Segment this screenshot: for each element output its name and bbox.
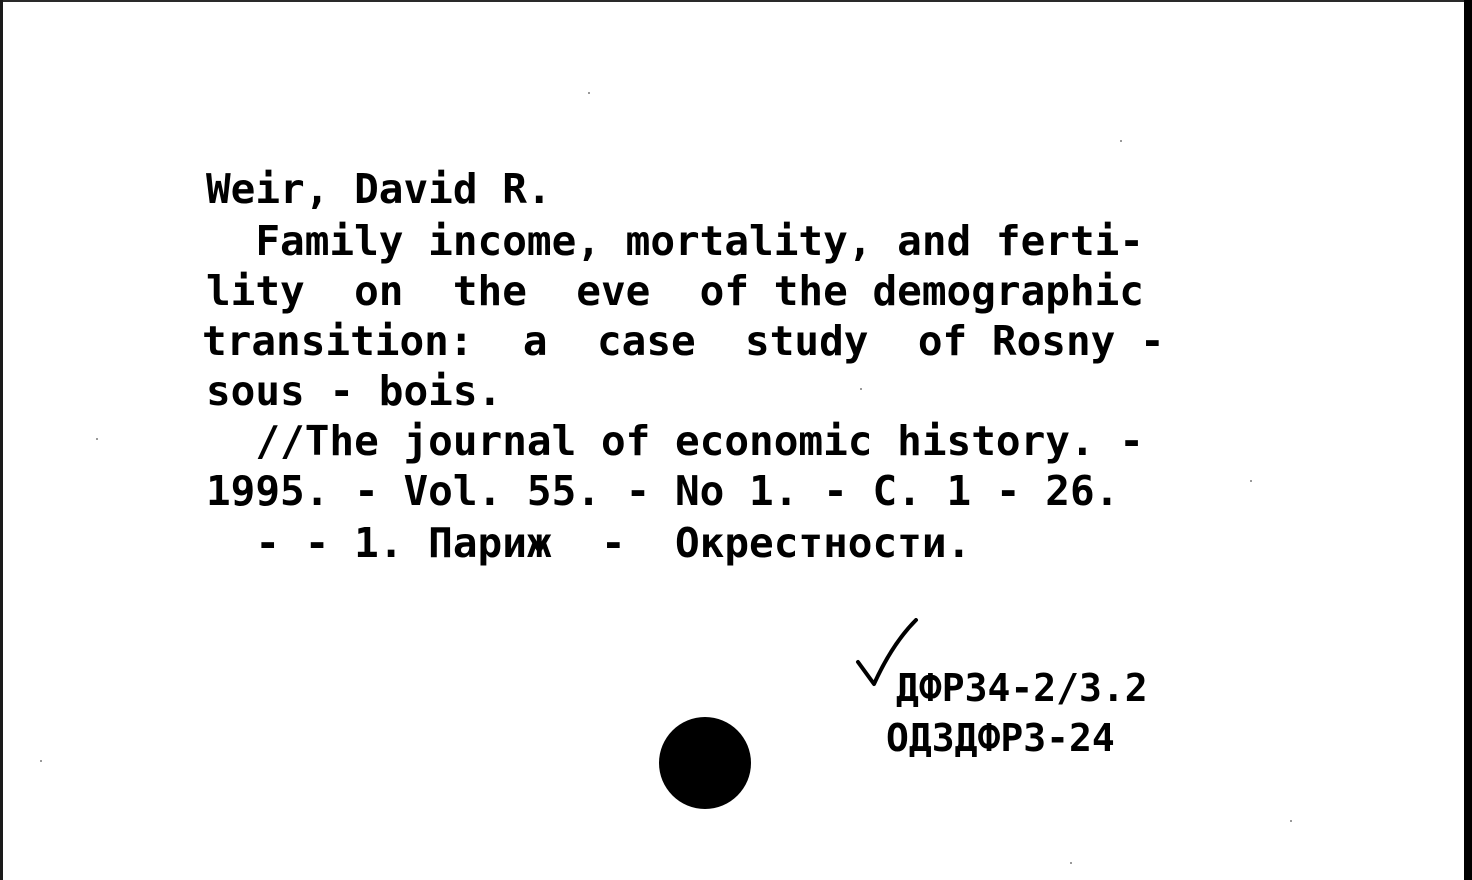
speck [1120,140,1122,142]
speck [96,438,98,440]
title-line-1: Family income, mortality, and ferti- [206,217,1144,265]
source-line-2: 1995. - Vol. 55. - No 1. - C. 1 - 26. [206,467,1120,515]
title-line-4: sous - bois. [206,367,503,415]
speck [40,760,42,762]
speck [1290,820,1292,822]
card-top-edge [0,0,1472,2]
title-line-2: lity on the eve of the demographic [206,267,1144,315]
author-line: Weir, David R. [206,165,552,213]
source-line-1: //The journal of economic history. - [206,417,1144,465]
card-left-edge [0,0,3,880]
speck [1250,480,1252,482]
speck [1070,862,1072,864]
call-number-2: ОДЗДФР3-24 [886,716,1115,760]
call-number-1: ДФР34-2/3.2 [896,666,1148,710]
speck [860,388,862,390]
subject-heading-line: - - 1. Париж - Окрестности. [206,519,972,567]
card-right-edge [1464,0,1472,880]
punch-hole [659,717,751,809]
title-line-3: transition: a case study of Rosny - [202,317,1165,365]
speck [588,92,590,94]
